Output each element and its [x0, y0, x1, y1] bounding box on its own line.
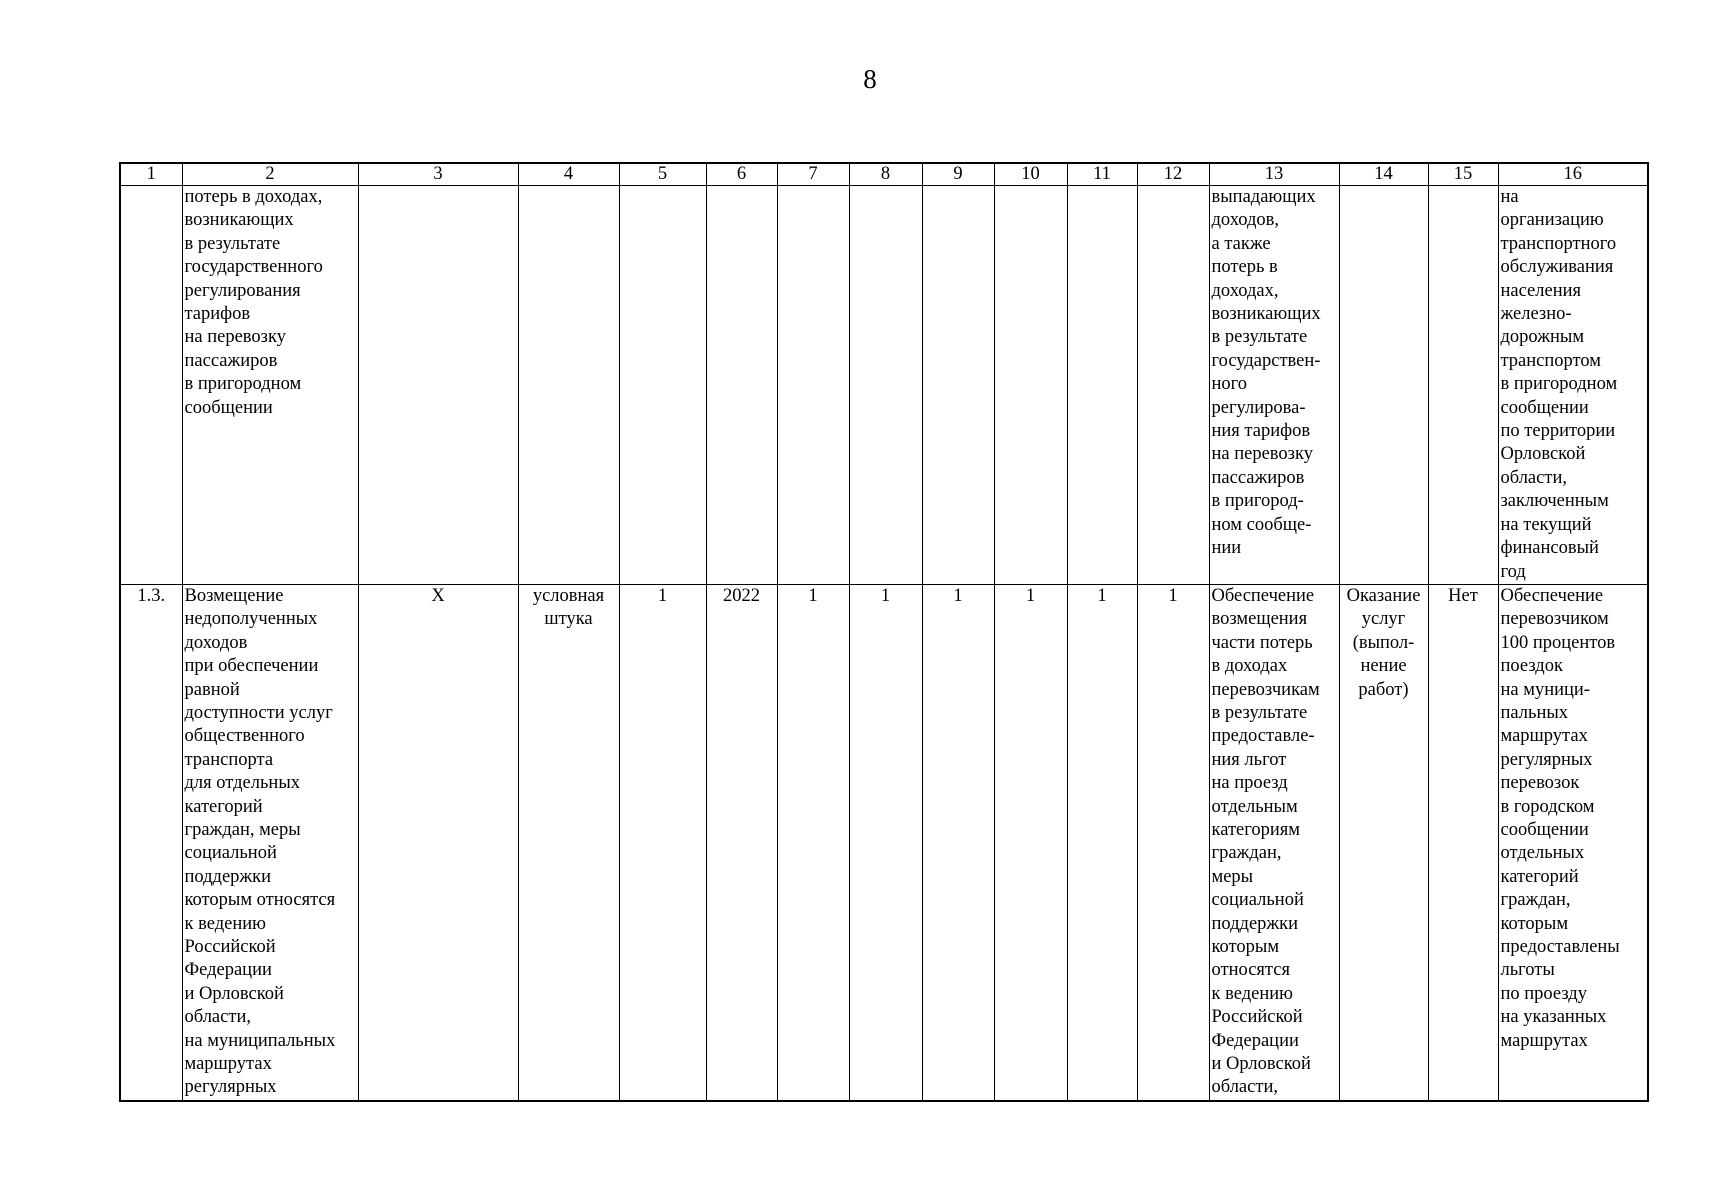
cell-col8: 1	[849, 584, 922, 1100]
cell-year: 2022	[706, 584, 777, 1100]
column-number: 13	[1209, 163, 1339, 186]
cell-col10	[994, 186, 1067, 585]
cell-col3: X	[358, 584, 518, 1100]
column-number: 1	[120, 163, 182, 186]
column-number: 12	[1137, 163, 1209, 186]
column-number: 5	[619, 163, 706, 186]
cell-name: Возмещение недополученных доходов при обеспечении равной доступности услуг общественного транспорта для отдельных категорий граждан, меры социальной поддержки которым относятся к ведению Российской Федерации и Орловской области, на муниципальных маршрутах регулярных	[182, 584, 358, 1100]
column-number: 3	[358, 163, 518, 186]
cell-number: 1.3.	[120, 584, 182, 1100]
cell-type	[1339, 186, 1428, 585]
cell-col9: 1	[922, 584, 994, 1100]
cell-unit: условная штука	[518, 584, 619, 1100]
program-table	[119, 162, 1649, 1102]
cell-col5: 1	[619, 584, 706, 1100]
cell-year	[706, 186, 777, 585]
cell-number	[120, 186, 182, 585]
cell-purpose: выпадающих доходов, а также потерь в доходах, возникающих в результате государствен- ного регулирова- ния тарифов на перевозку пассажиров в пригород- ном сообще- нии	[1209, 186, 1339, 585]
column-number: 11	[1067, 163, 1137, 186]
cell-col8	[849, 186, 922, 585]
cell-col11: 1	[1067, 584, 1137, 1100]
cell-result: Обеспечение перевозчиком 100 процентов поездок на муници- пальных маршрутах регулярных перевозок в городском сообщении отдельных категорий граждан, которым предоставлены льготы по проезду на указанных маршрутах	[1498, 584, 1648, 1100]
cell-col9	[922, 186, 994, 585]
cell-col15: Нет	[1428, 584, 1498, 1100]
cell-col15	[1428, 186, 1498, 585]
cell-col5	[619, 186, 706, 585]
cell-col11	[1067, 186, 1137, 585]
cell-col3	[358, 186, 518, 585]
cell-result: на организацию транспортного обслуживания населения железно- дорожным транспортом в пригородном сообщении по территории Орловской области, заключенным на текущий финансовый год	[1498, 186, 1648, 585]
cell-col12	[1137, 186, 1209, 585]
column-number: 6	[706, 163, 777, 186]
cell-type: Оказание услуг (выпол- нение работ)	[1339, 584, 1428, 1100]
column-number: 2	[182, 163, 358, 186]
column-number: 15	[1428, 163, 1498, 186]
column-number-row	[120, 163, 1648, 186]
cell-col12: 1	[1137, 584, 1209, 1100]
page-number: 8	[863, 64, 877, 94]
cell-name: потерь в доходах, возникающих в результате государственного регулирования тарифов на перевозку пассажиров в пригородном сообщении	[182, 186, 358, 585]
column-number: 10	[994, 163, 1067, 186]
column-number: 9	[922, 163, 994, 186]
cell-col10: 1	[994, 584, 1067, 1100]
column-number: 16	[1498, 163, 1648, 186]
cell-unit	[518, 186, 619, 585]
cell-purpose: Обеспечение возмещения части потерь в доходах перевозчикам в результате предоставле- ния льгот на проезд отдельным категориям граждан, меры социальной поддержки которым относятся к ведению Российской Федерации и Орловской области,	[1209, 584, 1339, 1100]
cell-col7	[777, 186, 849, 585]
cell-col7: 1	[777, 584, 849, 1100]
column-number: 7	[777, 163, 849, 186]
table-row-1-3	[120, 584, 1648, 1100]
column-number: 14	[1339, 163, 1428, 186]
table-row-continued	[120, 186, 1648, 585]
column-number: 8	[849, 163, 922, 186]
column-number: 4	[518, 163, 619, 186]
